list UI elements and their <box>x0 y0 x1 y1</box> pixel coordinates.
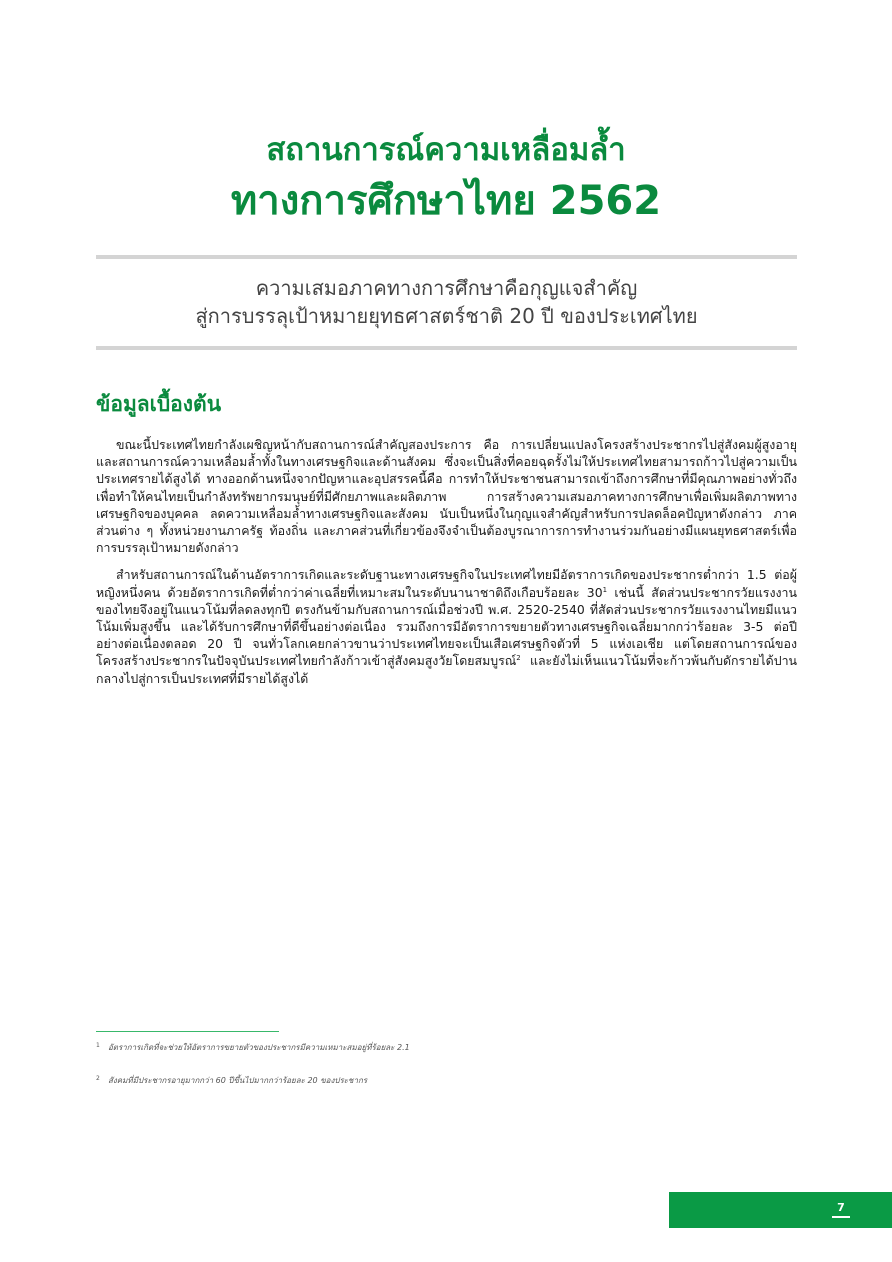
footnote-1-mark: 1 <box>96 1042 100 1049</box>
footnote-2 <box>96 1075 426 1086</box>
footnote-ref-1: 1 <box>602 585 608 594</box>
paragraph-2 <box>96 566 797 686</box>
footnote-1 <box>96 1042 426 1053</box>
body-text <box>96 436 797 697</box>
subtitle-line1: ความเสมอภาคทางการศึกษาคือกุญแจสำคัญ <box>255 276 638 300</box>
footnote-2-mark: 2 <box>96 1075 100 1082</box>
footnote-ref-2: 2 <box>516 654 521 663</box>
paragraph-2-text-b: เช่นนี้ สัดส่วนประชากรวัยแรงงานของไทยจึงอยู่ในแนวโน้มที่ลดลงทุกปี ตรงกันข้ามกับสถานการณ์เมื่อช่วงปี พ.ศ. 2520-2540 ที่สัดส่วนประชากรวัยแรงงานไทยมีแนวโน้มเพิ่มสูงขึ้น และได้รับการศึกษาที่ดีขึ้นอย่างต่อเนื่อง รวมถึงการมีอัตราการขยายตัวทางเศรษฐกิจเฉลี่ยมากกว่าร้อยละ 3-5 ต่อปี อย่างต่อเนื่องตลอด 20 ปี จนทั่วโลกเคยกล่าวขานว่าประเทศไทยจะเป็นเสือเศรษฐกิจตัวที่ 5 แห่งเอเชีย แต่โดยสถานการณ์ของโครงสร้างประชากรในปัจจุบันประเทศไทยกำลังก้าวเข้าสู่สังคมสูงวัยโดยสมบูรณ์ <box>96 584 797 669</box>
subtitle <box>96 274 797 330</box>
divider-bottom <box>96 346 797 350</box>
subtitle-line2: สู่การบรรลุเป้าหมายยุทธศาสตร์ชาติ 20 ปี ของประเทศไทย <box>195 304 698 328</box>
paragraph-1: ขณะนี้ประเทศไทยกำลังเผชิญหน้ากับสถานการณ์สำคัญสองประการ คือ การเปลี่ยนแปลงโครงสร้างประชากรไปสู่สังคมผู้สูงอายุ และสถานการณ์ความเหลื่อมล้ำทั้งในทางเศรษฐกิจและด้านสังคม ซึ่งจะเป็นสิ่งที่คอยฉุดรั้งไม่ให้ประเทศไทยสามารถก้าวไปสู่ความเป็นประเทศรายได้สูงได้ ทางออกด้านหนึ่งจากปัญหาและอุปสรรคนี้คือ การทำให้ประชาชนสามารถเข้าถึงการศึกษาที่มีคุณภาพอย่างทั่วถึง เพื่อทำให้คนไทยเป็นกำลังทรัพยากรมนุษย์ที่มีศักยภาพและผลิตภาพ การสร้างความเสมอภาคทางการศึกษาเพื่อเพิ่มผลิตภาพทางเศรษฐกิจของบุคคล ลดความเหลื่อมล้ำทางเศรษฐกิจและสังคม นับเป็นหนึ่งในกุญแจสำคัญสำหรับการปลดล็อคปัญหาดังกล่าว ภาคส่วนต่าง ๆ ทั้งหน่วยงานภาครัฐ ท้องถิ่น และภาคส่วนที่เกี่ยวข้องจึงจำเป็นต้องบูรณาการการทำงานร่วมกันอย่างมีแผนยุทธศาสตร์เพื่อการบรรลุเป้าหมายดังกล่าว <box>96 437 797 556</box>
page-title-line1: สถานการณ์ความเหลื่อมล้ำ <box>266 132 626 168</box>
page-number: 7 <box>832 1201 850 1218</box>
paragraph-2-text-c: และยังไม่เห็นแนวโน้มที่จะก้าวพ้นกับดักรายได้ปานกลางไปสู่การเป็นประเทศที่มีรายได้สูงได้ <box>96 653 797 686</box>
divider-top <box>96 255 797 259</box>
paragraph-2-text-a: สำหรับสถานการณ์ในด้านอัตราการเกิดและระดับฐานะทางเศรษฐกิจในประเทศไทยมีอัตราการเกิดของประชากรต่ำกว่า 1.5 ต่อผู้หญิงหนึ่งคน ด้วยอัตราการเกิดที่ต่ำกว่าค่าเฉลี่ยที่เหมาะสมในระดับนานาชาติถึงเกือบร้อยละ 30 <box>96 567 797 600</box>
page-title-line2: ทางการศึกษาไทย 2562 <box>230 178 662 224</box>
section-heading: ข้อมูลเบื้องต้น <box>96 392 222 416</box>
footnote-2-text: สังคมที่มีประชากรอายุมากกว่า 60 ปีขึ้นไปมากกว่าร้อยละ 20 ของประชากร <box>108 1076 368 1085</box>
page-number-tab <box>669 1192 892 1228</box>
footnote-divider <box>96 1031 279 1032</box>
footnote-1-text: อัตราการเกิดที่จะช่วยให้อัตราการขยายตัวของประชากรมีความเหมาะสมอยู่ที่ร้อยละ 2.1 <box>108 1043 410 1052</box>
